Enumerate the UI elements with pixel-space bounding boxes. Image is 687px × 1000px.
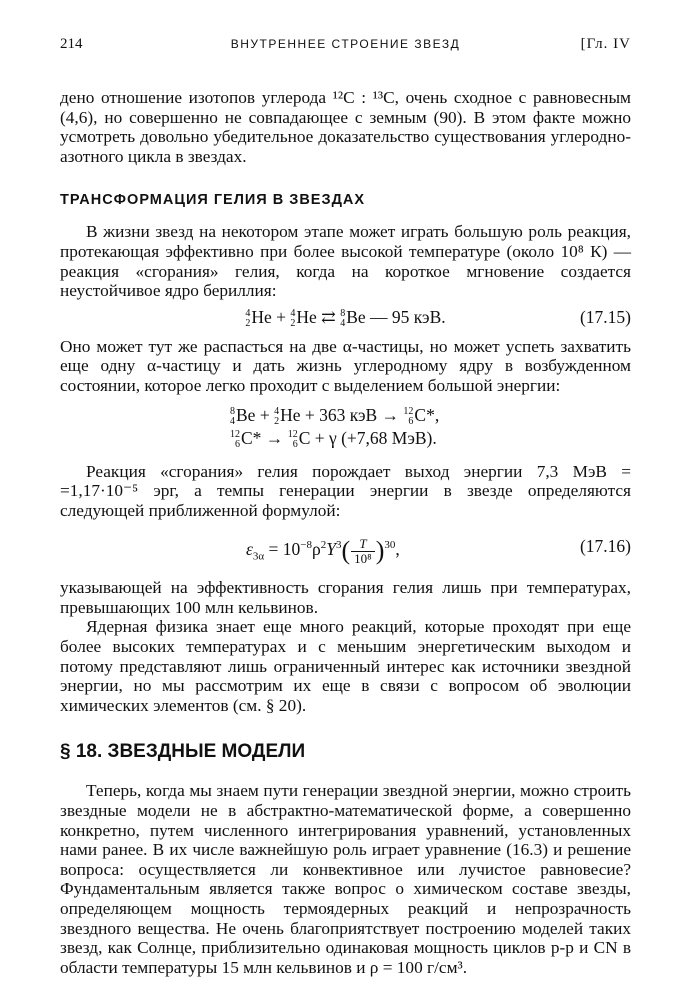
page-number: 214 — [60, 36, 83, 52]
paragraph-star-models: Теперь, когда мы знаем пути генерации звездной энергии, можно строить звездные модели не в абстрактно-математической форме, а совершенно конкретно, путем численного интегрирования уравнений, установленных нами ранее. В их числе важнейшую роль играет уравнение (16.3) и решение вопроса: осуществляется ли конвективное или лучистое равновесие? Фундаментальным является также вопрос о химическом составе звезды, определяющем мощность термоядерных реакций и непрозрачность звездного вещества. Не очень благоприятствует построению моделей таких звезд, как Солнце, приблизительно одинаковая мощность циклов p-p и CN в области температуры 15 млн кельвинов и ρ = 100 г/см³. — [60, 781, 631, 977]
paragraph-alpha-capture: Оно может тут же распасться на две α-частицы, но может успеть захватить еще одну α-частицу и дать жизнь углеродному ядру в возбужденном состоянии, которое легко проходит с выделением большой энергии: — [60, 336, 631, 395]
chapter-label: [Гл. IV — [580, 36, 631, 52]
paragraph-energy-yield: Реакция «сгорания» гелия порождает выход энергии 7,3 МэВ = =1,17·10⁻⁵ эрг, а темпы генерации энергии в звезде определяются следующей приближенной формулой: — [60, 461, 631, 520]
equation-number: (17.16) — [579, 536, 631, 557]
equation-number: (17.15) — [579, 306, 631, 327]
running-header — [60, 36, 631, 66]
reaction-chain — [60, 404, 631, 450]
reaction-line-1: 8 4 Be + 4 2 He + 363 кэВ → 12 6 C*, — [230, 404, 440, 427]
fraction: $\frac{T}{\text{10⁸}}$ — [351, 537, 375, 566]
subheading-helium: ТРАНСФОРМАЦИЯ ГЕЛИЯ В ЗВЕЗДАХ — [60, 192, 366, 209]
equation-17-15 — [60, 305, 631, 331]
paragraph-nuclear-physics: Ядерная физика знает еще много реакций, которые проходят при еще более высоких температурах и с меньшим энергетическим выходом и потому представляют лишь ограниченный интерес как источники звездной энергии, но мы рассмотрим их еще в связи с вопросом об эволюции химических элементов (см. § 20). — [60, 617, 631, 715]
paragraph-helium-burning: В жизни звезд на некотором этапе может играть большую роль реакция, протекающая эффективно при более высокой температуре (около 10⁸ К) — реакция «сгорания» гелия, когда на короткое мгновение создается неустойчивое ядро бериллия: — [60, 222, 631, 301]
paragraph-temperature: указывающей на эффективность сгорания гелия лишь при температурах, превышающих 100 млн кельвинов. — [60, 578, 631, 617]
equation-17-16 — [60, 526, 631, 570]
section-heading: § 18. ЗВЕЗДНЫЕ МОДЕЛИ — [60, 741, 306, 763]
paragraph-isotopes: дено отношение изотопов углерода ¹²С : ¹³С, очень сходное с равновесным (4,6), но совершенно не совпадающее с земным (90). В этом факте можно усмотреть довольно убедительное доказательство существования углеродно-азотного цикла в звездах. — [60, 88, 631, 166]
running-title: ВНУТРЕННЕЕ СТРОЕНИЕ ЗВЕЗД — [230, 37, 461, 51]
page — [60, 36, 631, 977]
equation-expression: 4 2 He + 4 2 He ⇄ 8 4 Be — 95 кэВ. — [245, 306, 446, 329]
formula-expression: $\varepsilon_{3\alpha} = 10^{-8}\rho^2Y^3$( $\frac{T}{\text{10⁸}}$ )$^{30}$, — [246, 535, 400, 566]
reaction-line-2: 12 6 C* → 12 6 C + γ (+7,68 МэВ). — [230, 427, 437, 450]
